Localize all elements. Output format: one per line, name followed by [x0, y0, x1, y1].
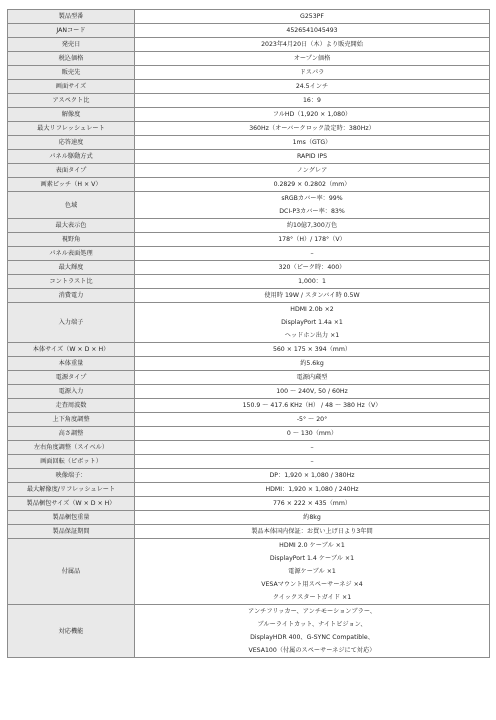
- spec-row: [8, 303, 490, 343]
- spec-row: [8, 178, 490, 192]
- spec-row: [8, 164, 490, 178]
- spec-row: [8, 192, 490, 219]
- spec-value: 776 × 222 × 435（mm）: [272, 500, 352, 507]
- spec-value-cell: [135, 136, 490, 150]
- spec-value: HDMI：1,920 × 1,080 / 240Hz: [265, 486, 359, 493]
- spec-value-cell: [135, 343, 490, 357]
- spec-value-cell: [135, 371, 490, 385]
- spec-label: パネル駆動方式: [8, 150, 135, 164]
- spec-value-cell: [135, 539, 490, 605]
- spec-value-cell: [135, 80, 490, 94]
- spec-row: [8, 122, 490, 136]
- spec-value-cell: [135, 24, 490, 38]
- spec-label: JANコード: [8, 24, 135, 38]
- spec-label: 高さ調整: [8, 427, 135, 441]
- spec-value-cell: [135, 275, 490, 289]
- spec-label: 最大輝度: [8, 261, 135, 275]
- spec-row: [8, 10, 490, 24]
- spec-value: アンチフリッカー、アンチモーションブラー、: [248, 608, 376, 615]
- spec-value-cell: [135, 219, 490, 233]
- spec-value-cell: [135, 66, 490, 80]
- spec-value-cell: [135, 164, 490, 178]
- spec-label: コントラスト比: [8, 275, 135, 289]
- spec-label: 製品保証期間: [8, 525, 135, 539]
- spec-value: HDMI 2.0 ケーブル ×1: [279, 542, 345, 549]
- spec-label: 上下角度調整: [8, 413, 135, 427]
- spec-value: 360Hz（オーバークロック設定時：380Hz）: [249, 125, 375, 132]
- spec-value-cell: [135, 94, 490, 108]
- spec-label: 発売日: [8, 38, 135, 52]
- spec-row: [8, 357, 490, 371]
- spec-value: –: [310, 458, 314, 465]
- spec-value: 320（ピーク時：400）: [278, 264, 346, 271]
- spec-row: [8, 275, 490, 289]
- spec-row: [8, 343, 490, 357]
- spec-value-cell: [135, 303, 490, 343]
- spec-value-cell: [135, 38, 490, 52]
- spec-row: [8, 511, 490, 525]
- spec-value: VESAマウント用スペーサーネジ ×4: [261, 581, 363, 588]
- spec-label: 対応機能: [8, 605, 135, 658]
- spec-label: 表面タイプ: [8, 164, 135, 178]
- spec-table: [7, 9, 490, 658]
- spec-row: [8, 289, 490, 303]
- spec-value: フルHD（1,920 × 1,080）: [272, 111, 352, 118]
- spec-label: 税込価格: [8, 52, 135, 66]
- spec-label: 画面回転（ピボット）: [8, 455, 135, 469]
- spec-row: [8, 94, 490, 108]
- spec-label: 応答速度: [8, 136, 135, 150]
- spec-label: 本体サイズ（W × D × H）: [8, 343, 135, 357]
- spec-row: [8, 427, 490, 441]
- spec-value-cell: [135, 385, 490, 399]
- spec-row: [8, 539, 490, 605]
- spec-row: [8, 66, 490, 80]
- spec-label: 走査周波数: [8, 399, 135, 413]
- spec-table-body: [8, 10, 490, 658]
- spec-label: 付属品: [8, 539, 135, 605]
- spec-value: 電源ケーブル ×1: [288, 568, 336, 575]
- spec-label: 映像端子：: [8, 469, 135, 483]
- spec-value: 100 ～ 240V, 50 / 60Hz: [276, 388, 348, 395]
- spec-value-cell: [135, 357, 490, 371]
- spec-value: DisplayPort 1.4a ×1: [281, 319, 343, 326]
- spec-label: 製品梱包重量: [8, 511, 135, 525]
- spec-label: パネル表面処理: [8, 247, 135, 261]
- spec-row: [8, 150, 490, 164]
- spec-value: 約10億7,300万色: [286, 222, 338, 229]
- spec-label: 画素ピッチ（H × V）: [8, 178, 135, 192]
- spec-value-cell: [135, 122, 490, 136]
- spec-value-cell: [135, 511, 490, 525]
- spec-value-cell: [135, 427, 490, 441]
- spec-label: 入力端子: [8, 303, 135, 343]
- spec-value: クイックスタートガイド ×1: [272, 594, 352, 601]
- spec-row: [8, 24, 490, 38]
- spec-value: RAPID IPS: [296, 153, 328, 160]
- spec-label: アスペクト比: [8, 94, 135, 108]
- spec-value-cell: [135, 469, 490, 483]
- spec-value-cell: [135, 413, 490, 427]
- spec-value: 製品本体国内保証：お買い上げ日より3年間: [251, 528, 373, 535]
- spec-value-cell: [135, 289, 490, 303]
- spec-row: [8, 247, 490, 261]
- spec-value-cell: [135, 150, 490, 164]
- spec-row: [8, 136, 490, 150]
- spec-value-cell: [135, 10, 490, 24]
- spec-value: DisplayPort 1.4 ケーブル ×1: [269, 555, 355, 562]
- spec-value-cell: [135, 399, 490, 413]
- spec-row: [8, 441, 490, 455]
- spec-label: 最大リフレッシュレート: [8, 122, 135, 136]
- spec-label: 製品梱包サイズ（W × D × H）: [8, 497, 135, 511]
- spec-value: sRGBカバー率：99%: [281, 195, 343, 202]
- spec-label: 左右角度調整（スイベル）: [8, 441, 135, 455]
- spec-row: [8, 385, 490, 399]
- spec-value: –: [310, 444, 314, 451]
- spec-row: [8, 469, 490, 483]
- spec-row: [8, 219, 490, 233]
- spec-row: [8, 399, 490, 413]
- spec-label: 画面サイズ: [8, 80, 135, 94]
- spec-label: 消費電力: [8, 289, 135, 303]
- spec-label: 電源タイプ: [8, 371, 135, 385]
- spec-value: ブルーライトカット、ナイトビジョン、: [257, 621, 367, 628]
- spec-row: [8, 52, 490, 66]
- spec-value-cell: [135, 261, 490, 275]
- spec-row: [8, 38, 490, 52]
- spec-value-cell: [135, 233, 490, 247]
- spec-value-cell: [135, 525, 490, 539]
- spec-value: 約5.6kg: [300, 360, 324, 367]
- spec-value: 178°（H）/ 178°（V）: [278, 236, 346, 243]
- spec-row: [8, 413, 490, 427]
- spec-label: 製品型番: [8, 10, 135, 24]
- spec-value: ドスパラ: [299, 69, 325, 76]
- spec-label: 電源入力: [8, 385, 135, 399]
- spec-value-cell: [135, 108, 490, 122]
- spec-value: G253PF: [300, 13, 324, 20]
- spec-value: 560 × 175 × 394（mm）: [272, 346, 352, 353]
- spec-value: 16：9: [303, 97, 321, 104]
- spec-label: 最大解像度/リフレッシュレート: [8, 483, 135, 497]
- spec-value-cell: [135, 483, 490, 497]
- spec-row: [8, 108, 490, 122]
- spec-row: [8, 261, 490, 275]
- spec-row: [8, 455, 490, 469]
- spec-value: 使用時 19W / スタンバイ時 0.5W: [264, 292, 360, 299]
- spec-label: 販売先: [8, 66, 135, 80]
- spec-row: [8, 371, 490, 385]
- spec-value: 0.2829 × 0.2802（mm）: [273, 181, 351, 188]
- spec-value-cell: [135, 455, 490, 469]
- spec-value: オープン価格: [293, 55, 331, 62]
- spec-value: 電源内蔵型: [296, 374, 328, 381]
- spec-row: [8, 483, 490, 497]
- spec-value: DP：1,920 × 1,080 / 380Hz: [269, 472, 355, 479]
- spec-value: ヘッドホン出力 ×1: [284, 332, 340, 339]
- spec-label: 最大表示色: [8, 219, 135, 233]
- spec-value: 約8kg: [303, 514, 321, 521]
- spec-label: 色域: [8, 192, 135, 219]
- spec-row: [8, 80, 490, 94]
- spec-value: 2023年4月20日（木）より販売開始: [261, 41, 363, 48]
- spec-label: 本体重量: [8, 357, 135, 371]
- spec-value: HDMI 2.0b ×2: [290, 306, 334, 313]
- spec-value: -5° ～ 20°: [296, 416, 328, 423]
- spec-label: 解像度: [8, 108, 135, 122]
- spec-value-cell: [135, 52, 490, 66]
- spec-value-cell: [135, 178, 490, 192]
- spec-value-cell: [135, 441, 490, 455]
- spec-row: [8, 233, 490, 247]
- spec-row: [8, 525, 490, 539]
- spec-row: [8, 497, 490, 511]
- spec-value: VESA100（付属のスペーサーネジにて対応）: [248, 647, 376, 654]
- spec-value: 1ms（GTG）: [292, 139, 332, 146]
- spec-value: 1,000：1: [298, 278, 326, 285]
- spec-value: DCI-P3カバー率：83%: [279, 208, 345, 215]
- spec-row: [8, 605, 490, 658]
- spec-value: 4526541045493: [286, 27, 338, 34]
- spec-value: –: [310, 250, 314, 257]
- spec-value-cell: [135, 497, 490, 511]
- spec-value-cell: [135, 605, 490, 658]
- spec-label: 視野角: [8, 233, 135, 247]
- spec-value-cell: [135, 192, 490, 219]
- spec-value: 150.9 ～ 417.6 KHz（H） / 48 ～ 380 Hz（V）: [242, 402, 382, 409]
- spec-value: 0 ～ 130（mm）: [286, 430, 338, 437]
- spec-value: 24.5インチ: [295, 83, 329, 90]
- spec-value-cell: [135, 247, 490, 261]
- spec-value: DisplayHDR 400、G-SYNC Compatible、: [250, 634, 374, 641]
- spec-value: ノングレア: [296, 167, 328, 174]
